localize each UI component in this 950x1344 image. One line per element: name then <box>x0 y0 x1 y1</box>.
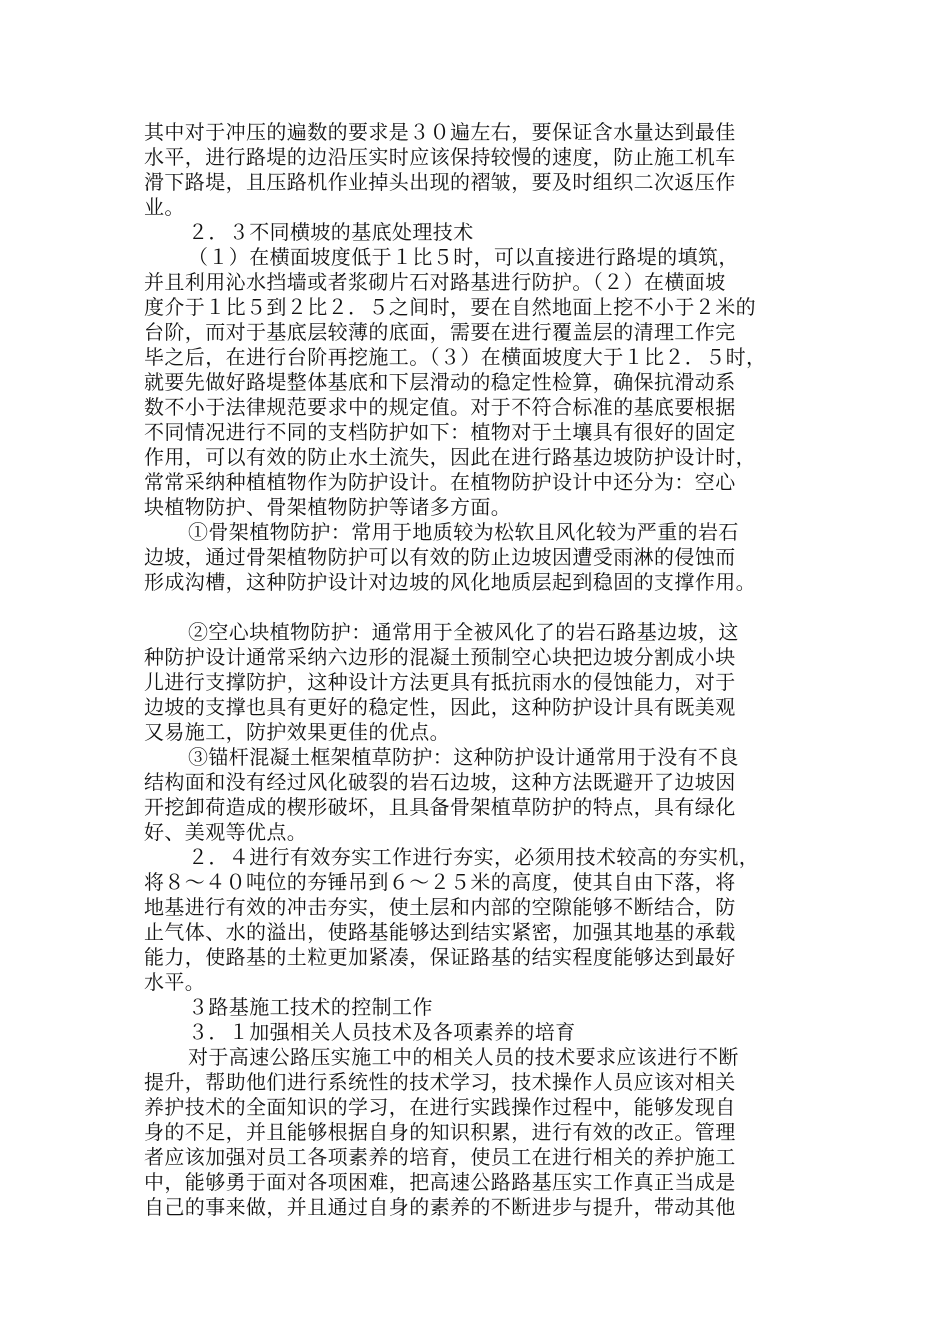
body-text-line: 边坡的支撑也具有更好的稳定性，因此，这种防护设计具有既美观 <box>144 695 736 719</box>
body-text-line: 将８～４０吨位的夯锤吊到６～２５米的高度，使其自由下落，将 <box>144 870 736 894</box>
body-text-line: 毕之后，在进行台阶再挖施工。（３）在横面坡度大于１比２．５时， <box>144 345 767 369</box>
body-text-line: 能力，使路基的土粒更加紧凑，保证路基的结实程度能够达到最好 <box>144 945 736 969</box>
section-heading-2-3: ２．３不同横坡的基底处理技术 <box>188 220 474 244</box>
body-text-line: 常常采纳种植植物作为防护设计。在植物防护设计中还分为：空心 <box>144 470 736 494</box>
section-heading-3-1: ３．１加强相关人员技术及各项素养的培育 <box>188 1020 576 1044</box>
body-text-line: 结构面和没有经过风化破裂的岩石边坡，这种方法既避开了边坡因 <box>144 770 736 794</box>
body-text-line: 中，能够勇于面对各项困难，把高速公路路基压实工作真正当成是 <box>144 1170 736 1194</box>
body-text-line: 者应该加强对员工各项素养的培育，使员工在进行相关的养护施工 <box>144 1145 736 1169</box>
body-text-line: 好、美观等优点。 <box>144 820 308 844</box>
body-text-line: 开挖卸荷造成的楔形破坏，且具备骨架植草防护的特点，具有绿化 <box>144 795 736 819</box>
body-text-line: 地基进行有效的冲击夯实，使土层和内部的空隙能够不断结合，防 <box>144 895 736 919</box>
body-text-line: 儿进行支撑防护，这种设计方法更具有抵抗雨水的侵蚀能力，对于 <box>144 670 736 694</box>
section-heading-2-4: ２．４进行有效夯实工作进行夯实，必须用技术较高的夯实机， <box>188 845 760 869</box>
body-text-line: 水平。 <box>144 970 206 994</box>
document-page <box>144 120 824 1220</box>
section-heading-3: ３路基施工技术的控制工作 <box>188 995 433 1019</box>
body-text-line: 其中对于冲压的遍数的要求是３０遍左右，要保证含水量达到最佳 <box>144 120 736 144</box>
body-text-line: 又易施工，防护效果更佳的优点。 <box>144 720 450 744</box>
body-text-line: 块植物防护、骨架植物防护等诸多方面。 <box>144 495 512 519</box>
body-text-line: 就要先做好路堤整体基底和下层滑动的稳定性检算，确保抗滑动系 <box>144 370 736 394</box>
body-text-line: 种防护设计通常采纳六边形的混凝土预制空心块把边坡分割成小块 <box>144 645 736 669</box>
body-text-line: 不同情况进行不同的支档防护如下：植物对于土壤具有很好的固定 <box>144 420 736 444</box>
body-text-line: （１）在横面坡度低于１比５时，可以直接进行路堤的填筑， <box>188 245 739 269</box>
body-text-line: 台阶，而对于基底层较薄的底面，需要在进行覆盖层的清理工作完 <box>144 320 736 344</box>
body-text-line: 身的不足，并且能够根据自身的知识积累，进行有效的改正。管理 <box>144 1120 736 1144</box>
body-text-line: 作用，可以有效的防止水土流失，因此在进行路基边坡防护设计时， <box>144 445 756 469</box>
blank-line <box>144 595 824 620</box>
body-text-line: 度介于１比５到２比２．５之间时，要在自然地面上挖不小于２米的 <box>144 295 756 319</box>
body-text-line: ①骨架植物防护：常用于地质较为松软且风化较为严重的岩石 <box>188 520 739 544</box>
body-text-line: 滑下路堤，且压路机作业掉头出现的褶皱，要及时组织二次返压作 <box>144 170 736 194</box>
body-text-line: ②空心块植物防护：通常用于全被风化了的岩石路基边坡，这 <box>188 620 739 644</box>
body-text-line: 对于高速公路压实施工中的相关人员的技术要求应该进行不断 <box>188 1045 739 1069</box>
body-text-line: 养护技术的全面知识的学习，在进行实践操作过程中，能够发现自 <box>144 1095 736 1119</box>
body-text-line: 并且利用沁水挡墙或者浆砌片石对路基进行防护。（２）在横面坡 <box>144 270 726 294</box>
body-text-line: 形成沟槽，这种防护设计对边坡的风化地质层起到稳固的支撑作用。 <box>144 570 756 594</box>
body-text-line: 数不小于法律规范要求中的规定值。对于不符合标准的基底要根据 <box>144 395 736 419</box>
body-text-line: 边坡，通过骨架植物防护可以有效的防止边坡因遭受雨淋的侵蚀而 <box>144 545 736 569</box>
body-text-line: ③锚杆混凝土框架植草防护：这种防护设计通常用于没有不良 <box>188 745 739 769</box>
body-text-line: 提升，帮助他们进行系统性的技术学习，技术操作人员应该对相关 <box>144 1070 736 1094</box>
body-text-line: 水平，进行路堤的边沿压实时应该保持较慢的速度，防止施工机车 <box>144 145 736 169</box>
body-text-line: 止气体、水的溢出，使路基能够达到结实紧密，加强其地基的承载 <box>144 920 736 944</box>
body-text-line: 自己的事来做，并且通过自身的素养的不断进步与提升，带动其他 <box>144 1195 736 1219</box>
body-text-line: 业。 <box>144 195 185 219</box>
